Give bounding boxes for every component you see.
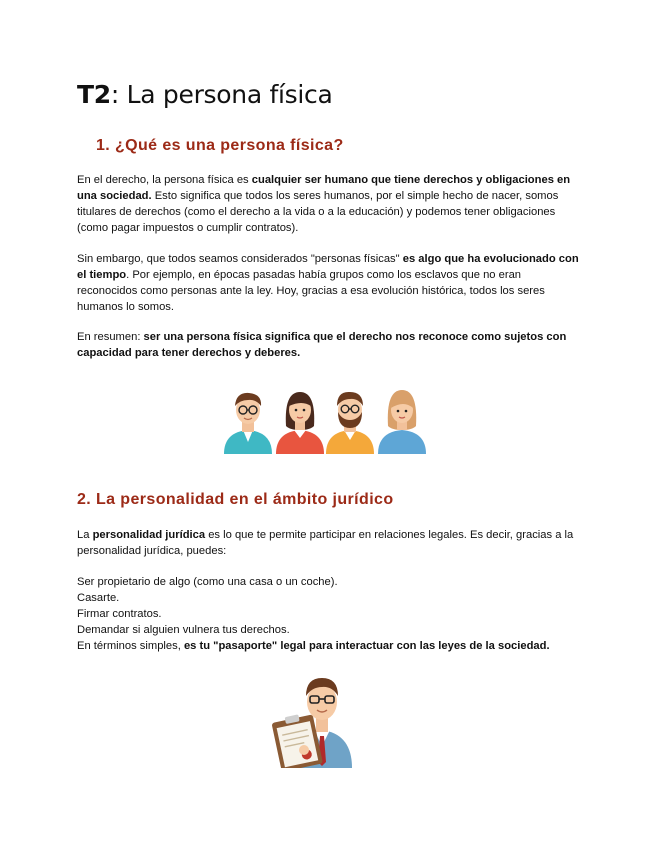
- list-item: Firmar contratos.: [77, 608, 162, 620]
- text-span: En términos simples,: [77, 640, 184, 652]
- text-span: es lo que te permite participar en relaciones legales. Es decir, gracias a la personalidad jurídica, puedes:: [77, 529, 574, 557]
- title-bold: T2: [77, 80, 111, 109]
- four-people-illustration: [222, 386, 426, 454]
- list-item: Ser propietario de algo (como una casa o un coche).: [77, 576, 338, 588]
- section-2-heading: 2. La personalidad en el ámbito jurídico: [77, 491, 394, 508]
- person-bearded-man: [326, 392, 374, 454]
- text-span: Esto significa que todos los seres humanos, por el simple hecho de nacer, somos titulares de derechos (como el derecho a la vida o a la educación) y podemos tener obligaciones (como pagar impuestos o cumplir contratos).: [77, 190, 559, 234]
- section-2-list: [77, 574, 582, 654]
- bold-span: personalidad jurídica: [92, 529, 206, 541]
- text-span: En el derecho, la persona física es: [77, 174, 252, 186]
- text-span: La: [77, 529, 93, 541]
- page-title: [77, 80, 332, 109]
- bold-span: ser una persona física significa que el derecho nos reconoce como sujetos con capacidad para tener derechos y deberes.: [77, 331, 567, 359]
- text-span: Sin embargo, que todos seamos considerados "personas físicas": [77, 253, 403, 265]
- bold-span: es tu "pasaporte" legal para interactuar con las leyes de la sociedad.: [183, 640, 550, 652]
- person-woman-blonde: [378, 390, 426, 454]
- person-woman-dark-hair: [276, 392, 324, 454]
- closing-line: [77, 638, 582, 654]
- person-man-glasses: [224, 393, 272, 454]
- text-span: En resumen:: [77, 331, 144, 343]
- list-item: Casarte.: [77, 592, 120, 604]
- section-1-paragraph-3: [77, 329, 582, 361]
- list-item: Demandar si alguien vulnera tus derechos.: [77, 624, 290, 636]
- section-2-paragraph-1: [77, 527, 582, 559]
- section-1-paragraph-2: [77, 251, 582, 315]
- text-span: . Por ejemplo, en épocas pasadas había grupos como los esclavos que no eran reconocidos como personas ante la ley. Hoy, gracias a esa evolución histórica, todos los seres humanos lo somos.: [77, 269, 545, 313]
- bold-span: es algo que ha evolucionado con el tiempo: [77, 253, 579, 281]
- lawyer-with-certificate-illustration: [270, 672, 362, 768]
- title-rest: : La persona física: [110, 80, 333, 109]
- bold-span: cualquier ser humano que tiene derechos y obligaciones en una sociedad.: [77, 174, 571, 202]
- section-1-heading: 1. ¿Qué es una persona física?: [96, 137, 344, 154]
- section-1-paragraph-1: [77, 172, 582, 236]
